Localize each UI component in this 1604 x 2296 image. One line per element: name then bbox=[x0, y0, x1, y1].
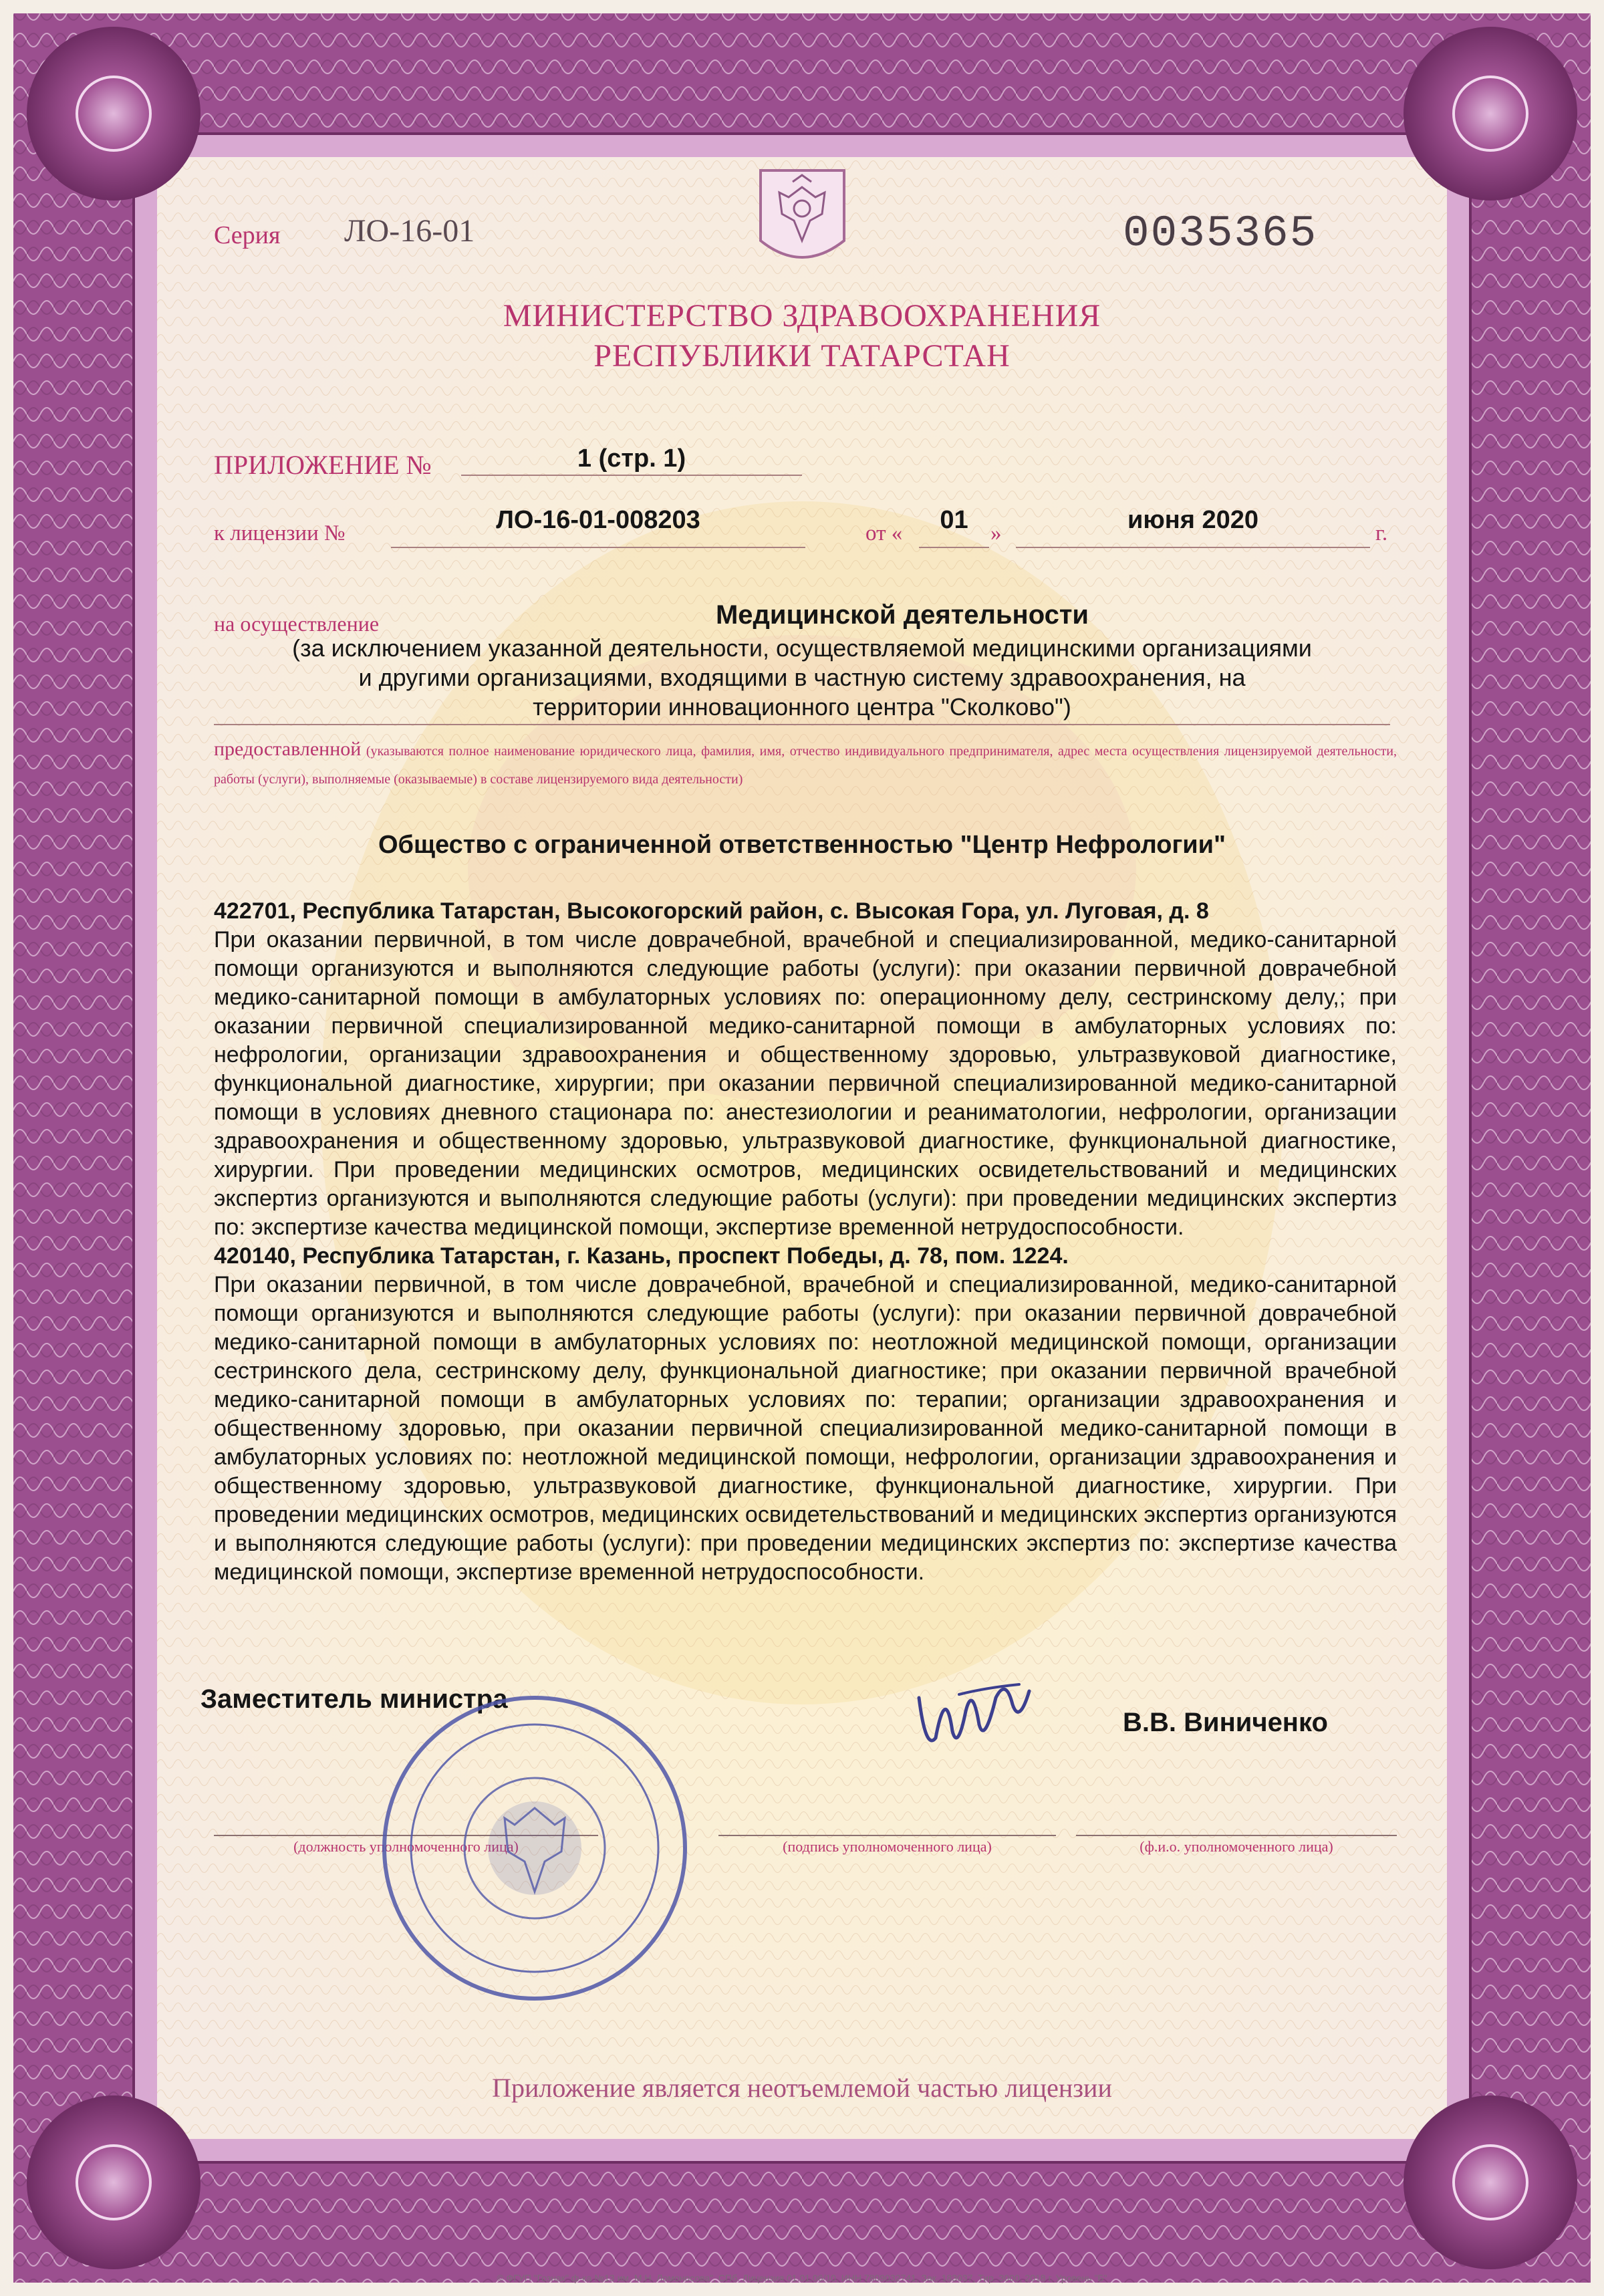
address-2: 420140, Республика Татарстан, г. Казань, проспект Победы, д. 78, пом. 1224. bbox=[214, 1243, 1069, 1269]
activity-description-line-1: (за исключением указанной деятельности, осуществляемой медицинскими организациями bbox=[292, 634, 1312, 662]
activity-description-line-2: и другими организациями, входящими в частную систему здравоохранения, на bbox=[358, 664, 1246, 691]
ministry-title-line2: РЕСПУБЛИКИ ТАТАРСТАН bbox=[593, 338, 1011, 374]
appendix-label: ПРИЛОЖЕНИЕ № bbox=[214, 450, 432, 480]
activity-underline bbox=[214, 724, 1390, 725]
date-suffix: г. bbox=[1375, 521, 1388, 545]
date-quote-close: » bbox=[990, 521, 1002, 545]
provided-label: предоставленной bbox=[214, 738, 362, 760]
activity-label: на осуществление bbox=[214, 612, 380, 636]
caption-name: (ф.и.о. уполномоченного лица) bbox=[1140, 1838, 1333, 1855]
serial-number: 0035365 bbox=[1123, 209, 1318, 259]
handwritten-signature bbox=[906, 1671, 1039, 1765]
provided-hint: (указываются полное наименование юридического лица, фамилия, имя, отчество индивидуального предпринимателя, адрес места осуществления лицензируемой деятельности, работы (услуги), выполняемые (оказываемые) в составе лицензируемого вида деятельности) bbox=[214, 744, 1397, 787]
date-day: 01 bbox=[940, 506, 968, 534]
license-underline bbox=[391, 547, 805, 548]
caption-position: (должность уполномоченного лица) bbox=[293, 1838, 519, 1855]
license-label: к лицензии № bbox=[214, 521, 346, 545]
activity-description bbox=[200, 634, 1404, 722]
activity-description-line-3: территории инновационного центра "Сколково") bbox=[533, 693, 1071, 721]
appendix-value: 1 (стр. 1) bbox=[577, 444, 686, 473]
date-prefix: от « bbox=[865, 521, 903, 545]
activity-title: Медицинской деятельности bbox=[715, 600, 1089, 630]
services-1: При оказании первичной, в том числе доврачебной, врачебной и специализированной, медико-санитарной помощи организуются и выполняются следующие работы (услуги): при оказании первичной доврачебной медико-санитарной помощи в амбулаторных условиях по: операционному делу, сестринскому делу,; при оказании первичной специализированной медико-санитарной помощи в амбулаторных условиях по: нефрологии, организации здравоохранения и общественному здоровью, ультразвуковой диагностике, функциональной диагностике, хирургии; при оказании первичной специализированной медико-санитарной помощи в условиях дневного стационара по: анестезиологии и реаниматологии, нефрологии, организации здравоохранения и общественному здоровью, ультразвуковой диагностике, функциональной диагностике, хирургии. При проведении медицинских осмотров, медицинских освидетельствований и медицинских экспертиз организуются и выполняются следующие работы (услуги): при проведении медицинских экспертиз по: экспертизе качества медицинской помощи, экспертизе временной нетрудоспособности. bbox=[214, 927, 1397, 1240]
name-line bbox=[1076, 1835, 1397, 1836]
signer-position: Заместитель министра bbox=[200, 1684, 508, 1714]
coat-of-arms-icon bbox=[754, 167, 851, 274]
date-month-underline bbox=[1016, 547, 1370, 548]
provided-block bbox=[214, 735, 1397, 793]
date-month-year: июня 2020 bbox=[1127, 506, 1259, 534]
official-stamp bbox=[378, 1691, 692, 2005]
date-day-underline bbox=[919, 547, 989, 548]
series-label: Серия bbox=[214, 221, 281, 249]
printer-line: © ФГУП "Гознак" ф-ка №13 им. М.Н. Ломоносова", СПб. Лицензия 01.01.06/10, ИНН 7809032741, Зак. 183037, Тир. 3000, 2018 г. Уровень "Б" bbox=[497, 2273, 1107, 2283]
footer-note: Приложение является неотъемлемой частью лицензии bbox=[492, 2073, 1112, 2103]
address-1: 422701, Республика Татарстан, Высокогорский район, с. Высокая Гора, ул. Луговая, д. 8 bbox=[214, 898, 1209, 924]
caption-signature: (подпись уполномоченного лица) bbox=[783, 1838, 992, 1855]
appendix-underline bbox=[461, 475, 802, 476]
provided-text bbox=[214, 735, 1397, 793]
signer-name: В.В. Виниченко bbox=[1123, 1708, 1328, 1737]
services-2: При оказании первичной, в том числе доврачебной, врачебной и специализированной, медико-санитарной помощи организуются и выполняются следующие работы (услуги): при оказании первичной доврачебной медико-санитарной помощи в амбулаторных условиях по: неотложной медицинской помощи, организации сестринского дела, сестринскому делу, функциональной диагностике; при оказании первичной врачебной медико-санитарной помощи в амбулаторных условиях по: терапии; организации здравоохранения и общественному здоровью, при оказании первичной специализированной медико-санитарной помощи в амбулаторных условиях по: неотложной медицинской помощи, нефрологии, организации здравоохранения и общественному здоровью, ультразвуковой диагностике, функциональной диагностике, хирургии. При проведении медицинских осмотров, медицинских освидетельствований и медицинских экспертиз организуются и выполняются следующие работы (услуги): при проведении медицинских экспертиз по: экспертизе качества медицинской помощи, экспертизе временной нетрудоспособности. bbox=[214, 1272, 1397, 1585]
organization-name: Общество с ограниченной ответственностью "Центр Нефрологии" bbox=[378, 831, 1226, 859]
ministry-title-line1: МИНИСТЕРСТВО ЗДРАВООХРАНЕНИЯ bbox=[503, 298, 1101, 334]
addresses-block bbox=[214, 897, 1397, 1587]
signature-line bbox=[718, 1835, 1056, 1836]
license-number: ЛО-16-01-008203 bbox=[496, 506, 700, 534]
series-value: ЛО-16-01 bbox=[344, 213, 475, 249]
